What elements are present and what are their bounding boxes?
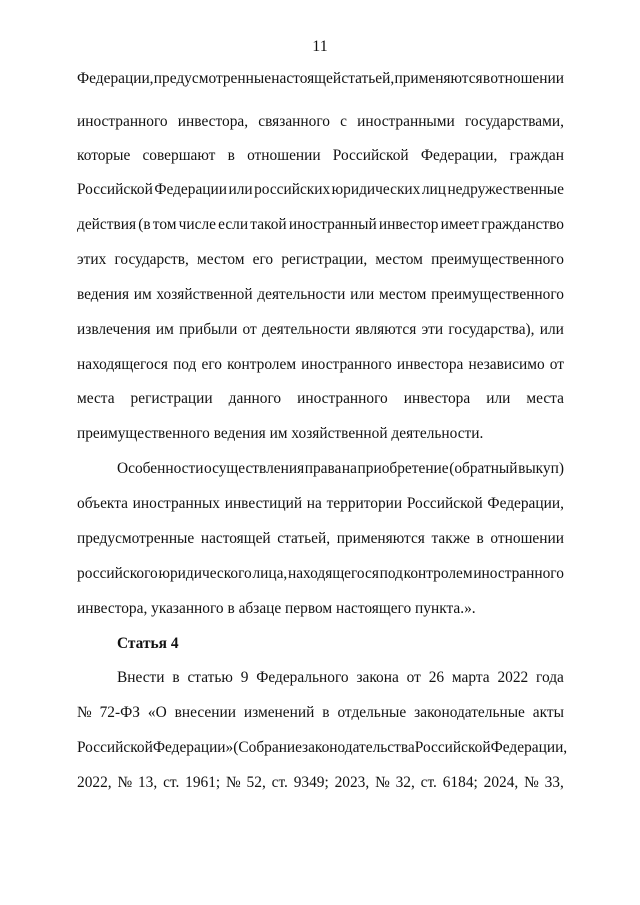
article-heading: Статья 4 <box>117 635 179 652</box>
word: в <box>476 530 484 547</box>
word: предусмотренные <box>77 530 195 547</box>
word: имеет <box>440 216 480 233</box>
word: Федерального <box>256 669 349 686</box>
word: в <box>482 70 491 87</box>
word: находящегося <box>287 565 379 582</box>
word: юридического <box>158 565 252 582</box>
word: лица, <box>252 565 288 582</box>
word: закона <box>356 669 399 686</box>
word: Федерации» <box>152 739 234 756</box>
word: статьей, <box>277 530 331 547</box>
word: совершают <box>142 147 216 164</box>
word: или <box>539 321 564 338</box>
word: независимо <box>468 356 545 373</box>
word: юридических <box>331 181 421 198</box>
word: инвестор <box>378 216 439 233</box>
word: 9349; <box>293 774 329 791</box>
word: статьей, <box>341 70 395 87</box>
text-line <box>77 250 564 270</box>
word: Российской <box>332 147 409 164</box>
word: инвестиций <box>224 495 303 512</box>
word: 2022, <box>77 774 112 791</box>
word: иностранного <box>473 565 564 582</box>
word: ст. <box>163 774 180 791</box>
word: или <box>228 181 253 198</box>
word: хозяйственной <box>156 286 253 303</box>
word: 72-ФЗ <box>99 704 140 721</box>
word: инвестора <box>403 390 471 407</box>
word: отношении <box>247 147 321 164</box>
word: года <box>536 669 564 686</box>
word: инвестора <box>396 356 464 373</box>
text-line <box>77 285 564 305</box>
word: места <box>77 390 115 407</box>
word: на <box>341 460 357 477</box>
word: с <box>340 113 347 130</box>
word: недружественные <box>447 181 564 198</box>
word: государства), <box>448 321 535 338</box>
text-line-last: преимущественного ведения им хозяйственной деятельности. <box>77 425 484 442</box>
word: ст. <box>271 774 288 791</box>
word: извлечения <box>77 321 151 338</box>
word: Российской <box>406 495 483 512</box>
word: российского <box>77 565 158 582</box>
word: Федерации, <box>420 147 498 164</box>
text-line <box>117 459 564 479</box>
word: выкуп) <box>518 460 564 477</box>
word: настоящей <box>271 70 342 87</box>
word: 32, <box>395 774 415 791</box>
word: Особенности <box>117 460 204 477</box>
word: местом <box>197 251 245 268</box>
word: контролем <box>227 356 297 373</box>
word: Федерации <box>154 181 227 198</box>
word: настоящей <box>200 530 271 547</box>
text-line <box>117 668 564 688</box>
word: им <box>133 286 152 303</box>
word: ст. <box>420 774 437 791</box>
text-line <box>77 703 564 723</box>
text-line <box>77 180 564 200</box>
word: территории <box>326 495 403 512</box>
word: российских <box>254 181 331 198</box>
word: этих <box>77 251 107 268</box>
word: 9 <box>240 669 249 686</box>
word: изменений <box>243 704 315 721</box>
word: инвестора, <box>177 113 249 130</box>
word: 1961; <box>185 774 221 791</box>
text-line <box>77 320 564 340</box>
word: Внести <box>117 669 165 686</box>
word: если <box>218 216 249 233</box>
word: также <box>431 530 470 547</box>
word: Российской <box>77 181 153 198</box>
text-line-last: инвестора, указанного в абзаце первом настоящего пункта.». <box>77 600 476 617</box>
word: в <box>322 704 330 721</box>
word: граждан <box>509 147 564 164</box>
word: 6184; <box>442 774 478 791</box>
word: местом <box>375 251 423 268</box>
word: 13, <box>137 774 158 791</box>
word: его <box>252 251 274 268</box>
word: в <box>227 147 235 164</box>
word: (обратный <box>449 460 518 477</box>
word: гражданство <box>481 216 564 233</box>
word: 33, <box>544 774 564 791</box>
word: № <box>77 704 92 721</box>
text-line <box>77 529 564 549</box>
text-line <box>77 494 564 514</box>
word: иностранного <box>77 113 168 130</box>
text-line <box>77 738 568 758</box>
word: лиц <box>421 181 446 198</box>
word: прибыли <box>179 321 238 338</box>
word: отдельные <box>337 704 407 721</box>
word: № <box>375 774 390 791</box>
word: Федерации, <box>77 70 154 87</box>
word: являются <box>355 321 417 338</box>
word: (Собрание <box>233 739 302 756</box>
word: которые <box>77 147 131 164</box>
word: ведения <box>77 286 130 303</box>
word: 2022 <box>497 669 529 686</box>
word: «О <box>147 704 167 721</box>
word: под <box>173 356 197 373</box>
word: 26 <box>428 669 445 686</box>
word: от <box>242 321 257 338</box>
word: от <box>549 356 564 373</box>
text-line <box>77 355 564 375</box>
word: от <box>406 669 421 686</box>
word: применяются <box>336 530 425 547</box>
text-line <box>77 564 564 584</box>
word: преимущественного <box>431 286 564 303</box>
word: или <box>486 390 511 407</box>
word: отношении <box>490 530 564 547</box>
word: Федерации, <box>487 495 564 512</box>
text-line <box>77 146 564 166</box>
text-line <box>77 112 564 132</box>
word: внесении <box>174 704 236 721</box>
page-number: 11 <box>312 38 328 55</box>
word: (в <box>138 216 151 233</box>
word: приобретение <box>357 460 449 477</box>
word: регистрации, <box>281 251 368 268</box>
text-line <box>77 389 564 409</box>
word: том <box>152 216 177 233</box>
word: марта <box>451 669 490 686</box>
word: государств, <box>114 251 189 268</box>
word: действия <box>77 216 137 233</box>
word: находящегося <box>77 356 168 373</box>
word: отношении <box>490 70 564 87</box>
word: иностранными <box>357 113 455 130</box>
word: законодательства <box>302 739 415 756</box>
text-line <box>77 773 564 793</box>
word: преимущественного <box>431 251 564 268</box>
word: или <box>350 286 375 303</box>
word: 52, <box>246 774 266 791</box>
word: статью <box>187 669 233 686</box>
word: эти <box>421 321 444 338</box>
word: иностранный <box>288 216 377 233</box>
word: деятельности <box>257 286 346 303</box>
word: под <box>379 565 403 582</box>
word: контролем <box>403 565 473 582</box>
word: № <box>226 774 241 791</box>
word: иностранного <box>297 390 388 407</box>
word: 2023, <box>334 774 370 791</box>
word: на <box>306 495 322 512</box>
word: № <box>117 774 133 791</box>
word: государствами, <box>464 113 564 130</box>
text-line <box>77 69 564 89</box>
word: Российской <box>414 739 491 756</box>
word: законодательные <box>414 704 525 721</box>
word: акты <box>532 704 564 721</box>
word: в <box>172 669 180 686</box>
word: Российской <box>77 739 153 756</box>
word: иностранного <box>301 356 392 373</box>
word: регистрации <box>130 390 213 407</box>
word: иностранных <box>132 495 220 512</box>
word: им <box>155 321 174 338</box>
word: деятельности <box>261 321 351 338</box>
word: права <box>304 460 342 477</box>
word: Федерации, <box>490 739 568 756</box>
word: 2024, <box>483 774 519 791</box>
word: данного <box>228 390 282 407</box>
word: его <box>201 356 222 373</box>
word: числе <box>178 216 216 233</box>
word: связанного <box>258 113 330 130</box>
word: осуществления <box>204 460 305 477</box>
word: применяются <box>394 70 483 87</box>
text-line <box>77 215 564 235</box>
word: № <box>524 774 539 791</box>
word: объекта <box>77 495 128 512</box>
word: местом <box>378 286 427 303</box>
word: предусмотренные <box>153 70 272 87</box>
word: места <box>526 390 564 407</box>
word: такой <box>250 216 287 233</box>
